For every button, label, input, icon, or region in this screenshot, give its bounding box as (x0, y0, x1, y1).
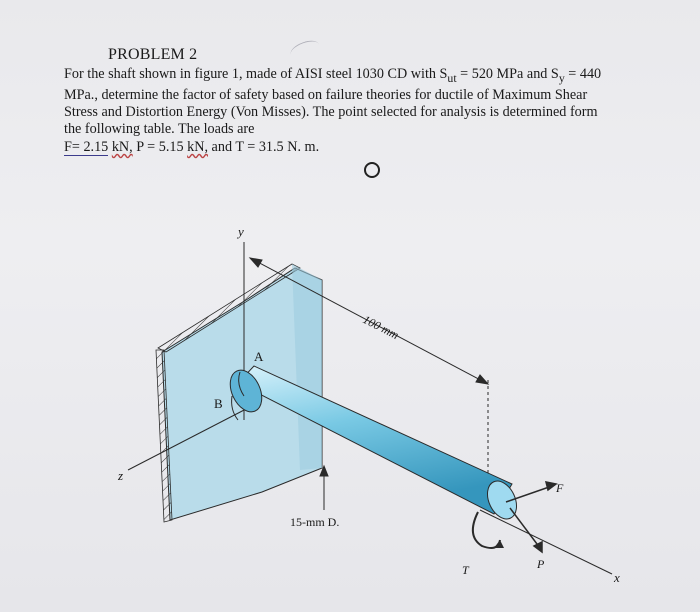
label-A: A (254, 349, 264, 364)
load-P: P = 5.15 (132, 139, 188, 155)
force-P-arrow (510, 508, 542, 552)
problem-line-4: the following table. The loads are (64, 120, 255, 137)
label-y: y (238, 224, 244, 239)
problem-title: PROBLEM 2 (108, 46, 198, 63)
problem-line-1: For the shaft shown in figure 1, made of AISI steel 1030 CD with $S_{ut} = 520$ MPa and $S_y = 440$ (64, 66, 602, 85)
load-T: and T = 31.5 N. m. (208, 139, 320, 155)
label-F: F (556, 481, 564, 495)
load-P-unit: kN, (187, 139, 208, 155)
diameter-leader (320, 466, 328, 510)
load-F: F= 2.15 (64, 139, 109, 155)
label-B: B (214, 396, 223, 411)
load-F-unit: kN, (111, 139, 133, 155)
force-F-arrow (506, 482, 556, 502)
problem-line-3: Stress and Distortion Energy (Von Misses). The point selected for analysis is determined form (64, 103, 598, 120)
problem-line-2: MPa., determine the factor of safety based on failure theories for ductile of Maximum Shear (64, 86, 588, 103)
label-P: P (537, 557, 545, 571)
label-T: T (462, 563, 469, 577)
torque-arrow (473, 512, 504, 548)
label-diameter: 15-mm D. (290, 515, 340, 529)
label-length: 100 mm (360, 312, 402, 343)
label-z: z (118, 468, 124, 483)
label-x: x (614, 570, 620, 585)
